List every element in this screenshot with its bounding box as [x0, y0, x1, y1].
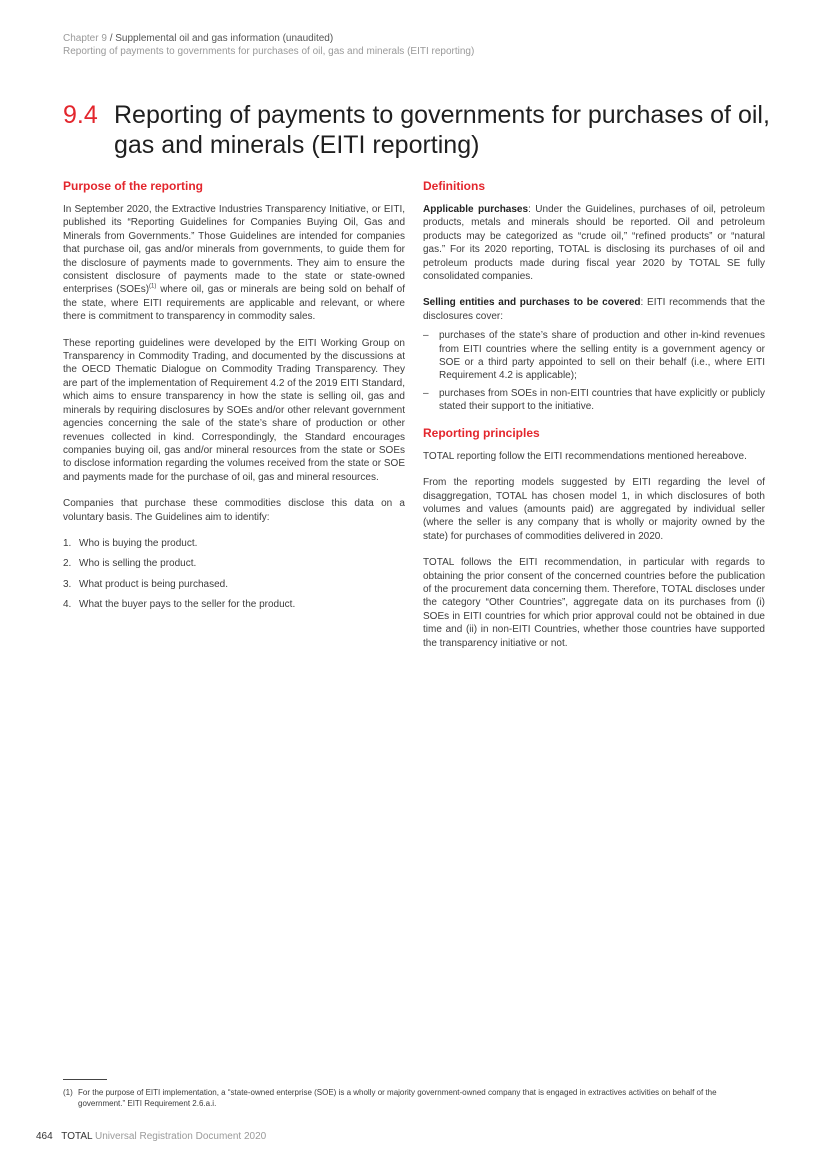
bullet-text: purchases from SOEs in non-EITI countries that have explicitly or publicly stated their support to the initiative. [439, 387, 765, 413]
footnote-text: For the purpose of EITI implementation, a “state-owned enterprise (SOE) is a wholly or majority government-owned company that is engaged in extractives activities on behalf of the government.” EITI Requirement 2.6.a.i. [78, 1088, 717, 1108]
principles-paragraph-1: TOTAL reporting follow the EITI recommendations mentioned hereabove. [423, 450, 747, 462]
chapter-label: Chapter 9 [63, 33, 107, 44]
bullet-text: purchases of the state’s share of production and other in-kind revenues from EITI countries where the selling entity is a government agency or SOE or a third party appointed to sell on their behalf (i.e., where EITI Requirement 4.2 is applicable); [439, 330, 765, 382]
list-text: What product is being purchased. [79, 578, 228, 590]
page-footer [36, 1131, 266, 1143]
bullet-item [423, 387, 765, 414]
definition-term: Selling entities and purchases to be covered [423, 297, 641, 309]
definition-term: Applicable purchases [423, 204, 529, 215]
section-heading: Reporting of payments to governments for purchases of oil, gas and minerals (EITI reporting) [114, 101, 770, 159]
guidelines-list [63, 537, 405, 612]
chapter-title: Supplemental oil and gas information (unaudited) [115, 33, 334, 44]
right-column [423, 179, 765, 663]
list-text: Who is buying the product. [79, 537, 198, 549]
coverage-list [423, 329, 765, 413]
purpose-p1-part-b: where oil, gas or minerals are being sold on behalf of the state, where EITI requirements are applicable and relevant, or where there is commitment to transparency in commodity sales. [63, 284, 405, 323]
list-item [63, 598, 405, 611]
chapter-line [63, 33, 474, 46]
list-number: 3. [63, 578, 72, 590]
page-number: 464 [36, 1131, 53, 1142]
section-path: Reporting of payments to governments for purchases of oil, gas and minerals (EITI reporting) [63, 45, 475, 57]
chapter-separator: / [106, 33, 116, 44]
bullet-dash: – [423, 330, 429, 342]
list-text: What the buyer pays to the seller for the product. [79, 599, 296, 611]
list-item [63, 537, 405, 550]
section-number: 9.4 [63, 101, 98, 129]
bullet-item [423, 329, 765, 383]
principles-paragraph-3: TOTAL follows the EITI recommendation, in particular with regards to obtaining the prior consent of the concerned countries before the publication of the procurement data concerning them. Therefore, TOTAL discloses under the category “Other Countries”, aggregate data on its purchases from (i) SOEs in EITI countries for which prior approval could not be obtained in due time and (ii) in non-EITI Countries, whether those countries have supported the transparency initiative or not. [423, 557, 765, 649]
purpose-paragraph-3: Companies that purchase these commodities disclose this data on a voluntary basis. The Guidelines aim to identify: [63, 498, 405, 523]
list-number: 1. [63, 537, 72, 549]
running-header [63, 33, 474, 58]
footnote-marker: (1) [63, 1088, 73, 1097]
footnote [63, 1087, 765, 1109]
footnote-divider [63, 1079, 107, 1080]
principles-paragraph-2: From the reporting models suggested by EITI regarding the level of disaggregation, TOTAL has chosen model 1, in which disclosures of both volumes and values (amounts paid) are aggregated by individual seller (where the seller is any company that is wholly or majority owned by the state) for purchases of commodities delivered in 2020. [423, 477, 765, 542]
purpose-paragraph-2: These reporting guidelines were developed by the EITI Working Group on Transparency in Commodity Trading, and documented by the discussions at the OECD Thematic Dialogue on Commodity Trading Transparency. They are part of the implementation of Requirement 4.2 of the 2019 EITI Standard, which aims to ensure transparency in how the state is selling oil, gas and minerals by requiring disclosures by SOEs and/or other relevant government agencies concerning the sale of the state’s share of production or other revenues collected in kind. Correspondingly, the Standard encourages companies buying oil, gas and/or mineral resources from the state or SOEs to disclose information regarding the volumes received from the state or SOE and payments made for the purchase of oil, gas and mineral resources. [63, 337, 405, 483]
list-item [63, 557, 405, 570]
purpose-paragraph-1 [63, 203, 405, 324]
definition-applicable-purchases [423, 203, 765, 283]
bullet-dash: – [423, 387, 429, 399]
definition-text: : Under the Guidelines, purchases of oil, petroleum products, metals and minerals should be reported. Oil and petroleum products may be categorized as “crude oil,” “refined products” or “natural gas.” For its 2020 reporting, TOTAL is disclosing its purchases of oil and petroleum products made during fiscal year 2020 by TOTAL SE fully consolidated companies. [423, 204, 765, 283]
footer-brand: TOTAL [61, 1131, 93, 1142]
definition-selling-entities [423, 296, 765, 323]
list-text: Who is selling the product. [79, 558, 197, 570]
footnote-ref: (1) [149, 284, 157, 291]
purpose-heading: Purpose of the reporting [63, 179, 204, 193]
list-number: 4. [63, 599, 72, 611]
footer-document-title: Universal Registration Document 2020 [95, 1131, 267, 1142]
list-item [63, 578, 405, 591]
list-number: 2. [63, 558, 72, 570]
definitions-heading: Definitions [423, 179, 485, 193]
purpose-p1-part-a: In September 2020, the Extractive Industries Transparency Initiative, or EITI, published its “Reporting Guidelines for Companies Buying Oil, Gas and Minerals from Governments.” Those Guidelines are intended for companies that purchase oil, gas and/or minerals from governments, to guide them for the disclosure of payments made to governments. They aim to ensure the consistent disclosure of payments made to the state or state-owned enterprises (SOEs) [63, 204, 405, 296]
reporting-principles-heading: Reporting principles [423, 425, 540, 440]
definition-text: : EITI recommends that the disclosures cover: [423, 297, 765, 322]
left-column [63, 179, 405, 619]
